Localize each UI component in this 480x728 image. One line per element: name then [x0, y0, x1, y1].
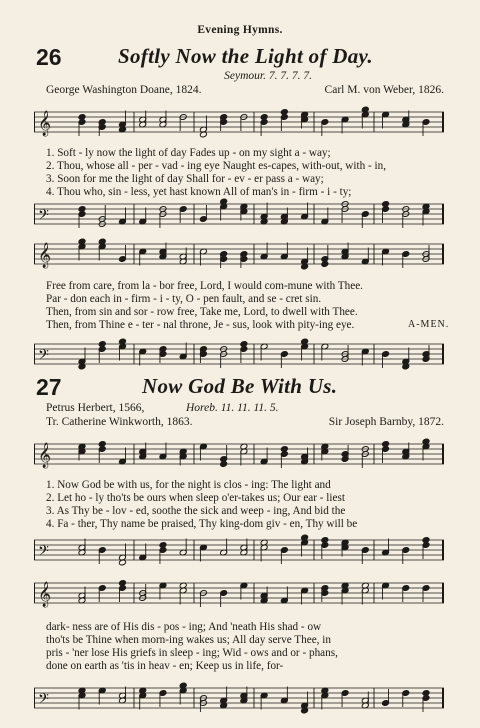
note-head	[119, 580, 127, 587]
bass-staff	[34, 334, 444, 374]
bass-clef-icon: 𝄢	[38, 347, 49, 367]
verse-line: 2. Thou, whose all - per - vad - ing eye Naught es-capes, with-out, with - in,	[46, 160, 386, 172]
verse-line: Free from care, from la - bor free, Lord, I would com-mune with Thee.	[46, 280, 363, 292]
verse-line: 3. Soon for me the light of day Shall for - ev - er pass a - way;	[46, 173, 324, 185]
verse-block	[46, 479, 357, 531]
note-head	[159, 542, 167, 549]
treble-staff	[34, 230, 444, 278]
verse-line: 3. As Thy be - lov - ed, soothe the sick and weep - ing, And bid the	[46, 505, 346, 517]
verse-line: 4. Thou who, sin - less, yet hast known All of man's in - firm - i - ty;	[46, 186, 352, 198]
verse-line: 1. Now God be with us, for the night is clos - ing: The light and	[46, 479, 331, 491]
treble-staff	[34, 432, 444, 476]
tune-name: Seymour. 7. 7. 7. 7.	[224, 70, 312, 82]
composer-credit: Sir Joseph Barnby, 1872.	[328, 416, 444, 428]
page-header: Evening Hymns.	[197, 24, 283, 36]
hymn-number: 27	[36, 374, 62, 400]
composer-credit: Carl M. von Weber, 1826.	[324, 84, 444, 96]
verse-line: Then, from Thine e - ter - nal throne, Je - sus, look with pity-ing eye.	[46, 319, 355, 331]
note-head	[382, 441, 390, 448]
verse-line: dark- ness are of His dis - pos - ing; And 'neath His shad - ow	[46, 621, 322, 633]
verse-line: pris - 'ner lose His griefs in sleep - ing; Wid - ows and or - phans,	[46, 647, 338, 659]
note-head	[78, 206, 86, 213]
note-head	[260, 114, 268, 121]
verse-line: Par - don each in - firm - i - ty, O - pen fault, and se - cret sin.	[46, 293, 322, 305]
verse-line: 4. Fa - ther, Thy name be praised, Thy king-dom giv - en, Thy will be	[46, 518, 358, 530]
bass-staff	[34, 196, 444, 232]
amen-label: A-MEN.	[408, 319, 450, 330]
bass-clef-icon: 𝄢	[38, 543, 49, 563]
bass-staff	[34, 676, 444, 720]
bass-clef-icon: 𝄢	[38, 691, 49, 711]
verse-line: tho'ts be Thine when morn-ing wakes us; All day serve Thee, in	[46, 634, 331, 646]
treble-staff	[34, 570, 444, 616]
hymn-number: 26	[36, 44, 62, 70]
verse-line: 2. Let ho - ly tho'ts be ours when sleep o'er-takes us; Our ear - liest	[46, 492, 345, 504]
note-head	[240, 341, 248, 348]
note-head	[321, 537, 329, 544]
note-head	[98, 441, 106, 448]
verse-block	[46, 621, 338, 673]
bass-clef-icon: 𝄢	[38, 207, 49, 227]
note-head	[321, 261, 329, 268]
note-head	[280, 109, 288, 116]
note-head	[422, 537, 430, 544]
note-head	[382, 201, 390, 208]
tune-name: Horeb. 11. 11. 11. 5.	[186, 402, 279, 414]
note-head	[280, 446, 288, 453]
note-head	[422, 690, 430, 697]
verse-line: done on earth as 'tis in heav - en; Keep us in life, for-	[46, 660, 284, 672]
translator-credit: Tr. Catherine Winkworth, 1863.	[46, 416, 193, 428]
treble-clef-icon: 𝄞	[38, 111, 52, 136]
verse-block	[46, 280, 363, 332]
note-head	[220, 461, 228, 468]
treble-clef-icon: 𝄞	[38, 443, 52, 468]
verse-block	[46, 147, 386, 199]
note-head	[78, 114, 86, 121]
author-credit: Petrus Herbert, 1566,	[46, 402, 145, 414]
author-credit: George Washington Doane, 1824.	[46, 84, 202, 96]
verse-line: Then, from sin and sor - row free, Take me, Lord, to dwell with Thee.	[46, 306, 358, 318]
treble-clef-icon: 𝄞	[38, 243, 52, 268]
hymn-title: Now God Be With Us.	[142, 374, 338, 398]
note-head	[98, 341, 106, 348]
treble-staff	[34, 100, 444, 144]
hymn-title: Softly Now the Light of Day.	[118, 44, 373, 68]
verse-line: 1. Soft - ly now the light of day Fades up - on my sight a - way;	[46, 147, 331, 159]
bass-staff	[34, 532, 444, 568]
treble-clef-icon: 𝄞	[38, 582, 52, 607]
